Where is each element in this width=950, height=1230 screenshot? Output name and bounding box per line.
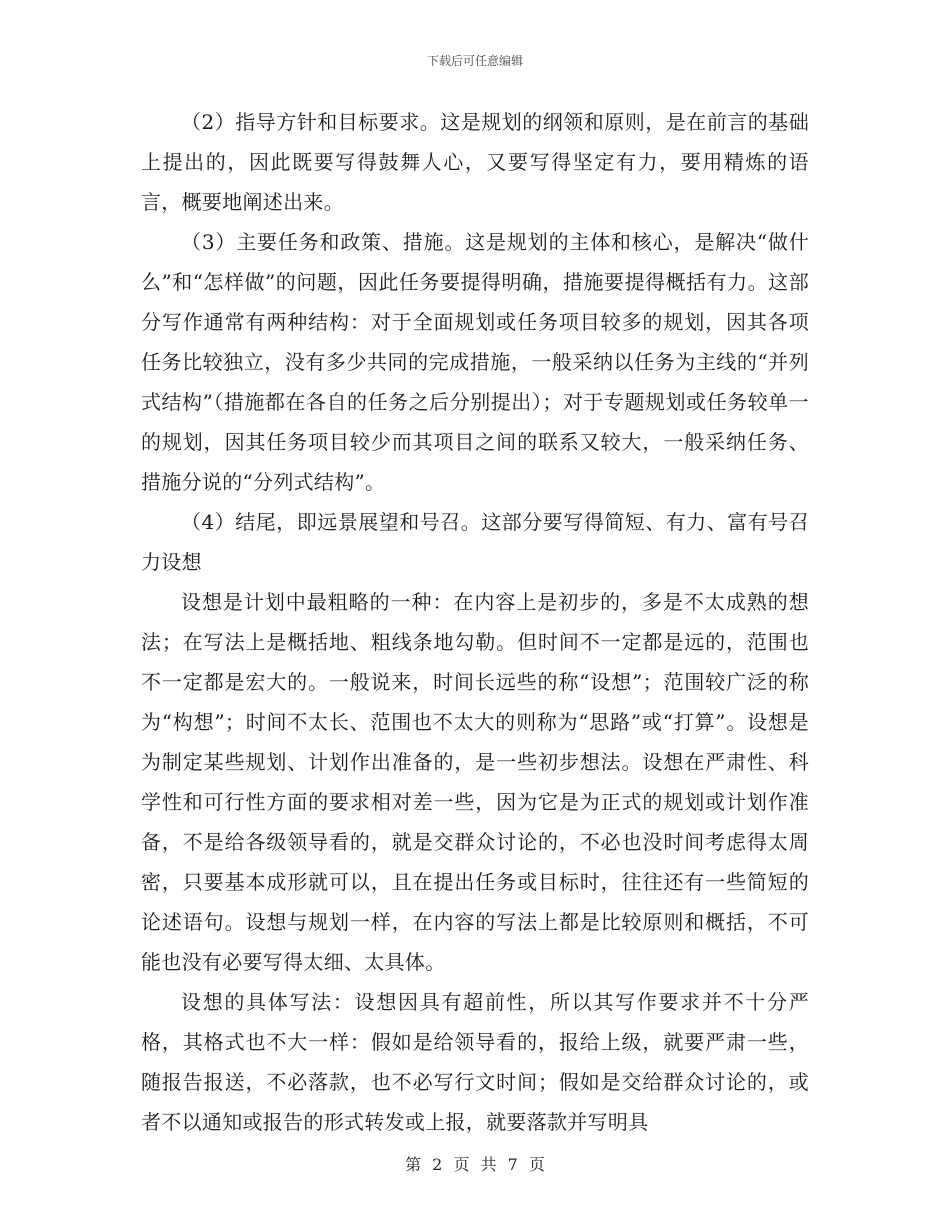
document-body bbox=[141, 102, 809, 1142]
paragraph-guidelines: （2）指导方针和目标要求。这是规划的纲领和原则，是在前言的基础上提出的，因此既要写得鼓舞人心，又要写得坚定有力，要用精炼的语言，概要地阐述出来。 bbox=[141, 110, 809, 214]
paragraph-concept-writing: 设想的具体写法：设想因具有超前性，所以其写作要求并不十分严格，其格式也不大一样：假如是给领导看的，报给上级，就要严肃一些，随报告报送，不必落款，也不必写行文时间；假如是交给群众讨论的，或者不以通知或报告的形式转发或上报，就要落款并写明具 bbox=[141, 990, 809, 1134]
paragraph-main-tasks: （3）主要任务和政策、措施。这是规划的主体和核心，是解决“做什么”和“怎样做”的问题，因此任务要提得明确，措施要提得概括有力。这部分写作通常有两种结构：对于全面规划或任务项目较多的规划，因其各项任务比较独立，没有多少共同的完成措施，一般采纳以任务为主线的“并列式结构”（措施都在各自的任务之后分别提出）；对于专题规划或任务较单一的规划，因其任务项目较少而其项目之间的联系又较大，一般采纳任务、措施分说的“分列式结构”。 bbox=[141, 230, 809, 494]
page-number: 第 2 页 共 7 页 bbox=[405, 1155, 545, 1174]
paragraph-concept-definition: 设想是计划中最粗略的一种：在内容上是初步的，多是不太成熟的想法；在写法上是概括地、粗线条地勾勒。但时间不一定都是远的，范围也不一定都是宏大的。一般说来，时间长远些的称“设想”；范围较广泛的称为“构想”；时间不太长、范围也不太大的则称为“思路”或“打算”。设想是为制定某些规划、计划作出准备的，是一些初步想法。设想在严肃性、科学性和可行性方面的要求相对差一些，因为它是为正式的规划或计划作准备，不是给各级领导看的，就是交群众讨论的，不必也没时间考虑得太周密，只要基本成形就可以，且在提出任务或目标时，往往还有一些简短的论述语句。设想与规划一样，在内容的写法上都是比较原则和概括，不可能也没有必要写得太细、太具体。 bbox=[141, 590, 809, 974]
paragraph-ending: （4）结尾，即远景展望和号召。这部分要写得简短、有力、富有号召力设想 bbox=[141, 510, 809, 574]
page-header: 下载后可任意编辑 bbox=[426, 54, 523, 68]
